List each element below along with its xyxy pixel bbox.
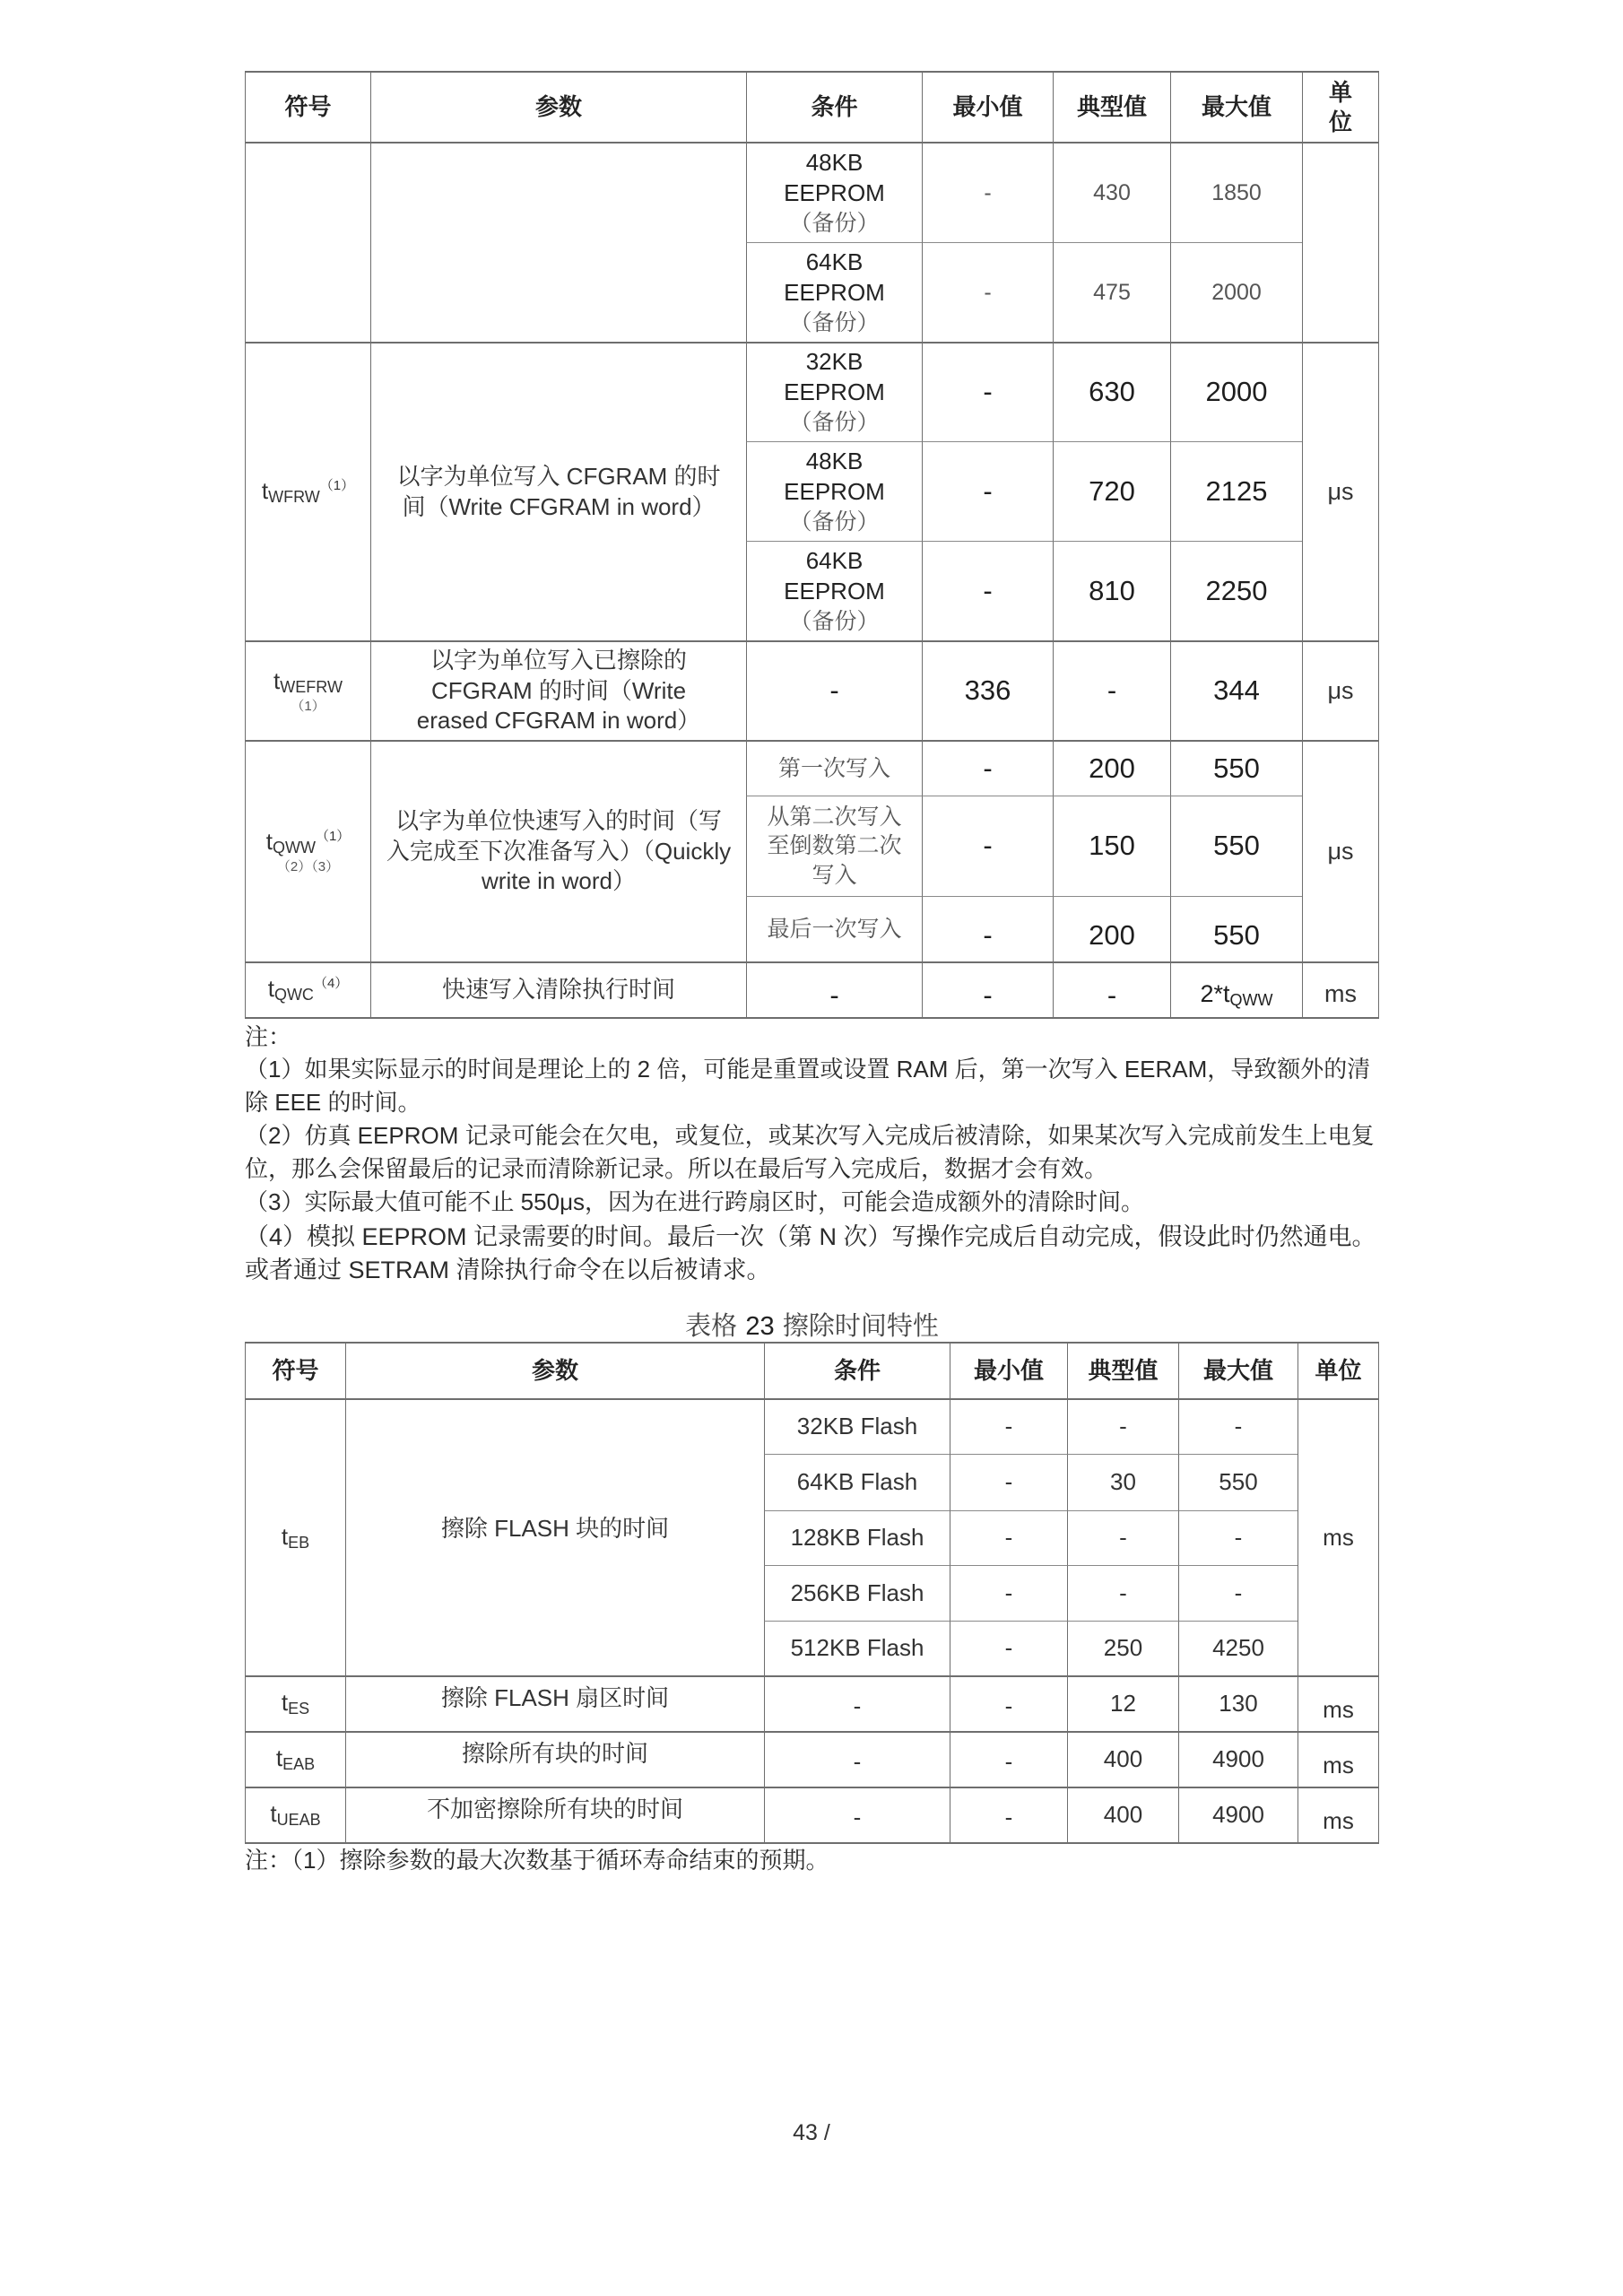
- cond-size: 32KB: [805, 348, 864, 376]
- cond-cell: [746, 441, 922, 541]
- cont-symbol-cell: [245, 142, 370, 342]
- param-cell: 擦除所有块的时间: [345, 1731, 764, 1787]
- cond-mem: EEPROM: [784, 378, 885, 406]
- header-max: 最大值: [1170, 73, 1302, 142]
- cond-cell: 第一次写入: [746, 740, 922, 796]
- param-tqwc: 快速写入清除执行时间: [370, 961, 746, 1017]
- min-cell: -: [922, 896, 1053, 961]
- symbol-note-refs: （2）（3）: [276, 859, 340, 875]
- header-typ: 典型值: [1053, 73, 1170, 142]
- header-param: 参数: [370, 73, 746, 142]
- max-cell: -: [1178, 1510, 1298, 1565]
- cond-cell: 128KB Flash: [764, 1510, 950, 1565]
- cond-cell: -: [764, 1675, 950, 1731]
- unit-cell: ms: [1298, 1787, 1379, 1842]
- min-cell: -: [950, 1510, 1067, 1565]
- header-typ: 典型值: [1067, 1344, 1178, 1398]
- cond-cell: -: [764, 1731, 950, 1787]
- unit-cell: ms: [1298, 1675, 1379, 1731]
- header-max: 最大值: [1178, 1344, 1298, 1398]
- cond-note: （备份）: [789, 309, 880, 335]
- note-item-4: （4）模拟 EEPROM 记录需要的时间。最后一次（第 N 次）写操作完成后自动完成，假设此时仍然通电。或者通过 SETRAM 清除执行命令在以后被请求。: [245, 1223, 1376, 1283]
- symbol-subscript: WEFRW: [280, 678, 343, 697]
- symbol-tqwc: [245, 961, 370, 1017]
- note-item-1: （1）如果实际显示的时间是理论上的 2 倍，可能是重置或设置 RAM 后，第一次写入 EERAM，导致额外的清除 EEE 的时间。: [245, 1056, 1371, 1116]
- cond-mem: EEPROM: [784, 477, 885, 505]
- unit-cell: ms: [1298, 1731, 1379, 1787]
- min-cell: -: [950, 1398, 1067, 1454]
- unit-cell: μs: [1302, 640, 1379, 740]
- symbol-note-ref: （4）: [313, 976, 349, 992]
- symbol-subscript: QWW: [272, 839, 316, 857]
- unit-tqww: μs: [1302, 740, 1379, 961]
- min-cell: -: [950, 1621, 1067, 1675]
- max-cell: 2125: [1170, 441, 1302, 541]
- typ-cell: 150: [1053, 796, 1170, 896]
- cond-cell: -: [746, 640, 922, 740]
- max-cell: 4900: [1178, 1787, 1298, 1842]
- param-twefrw: 以字为单位写入已擦除的CFGRAM 的时间（Write erased CFGRAM in word）: [370, 640, 746, 740]
- typ-cell: 400: [1067, 1787, 1178, 1842]
- caption-title: 擦除时间特性: [782, 1310, 939, 1341]
- symbol-base: t: [261, 476, 269, 504]
- max-cell: -: [1178, 1565, 1298, 1621]
- max-prefix: 2*t: [1200, 979, 1230, 1007]
- cont-unit-cell: [1302, 142, 1379, 342]
- cond-cell: 512KB Flash: [764, 1621, 950, 1675]
- max-cell: 2000: [1170, 242, 1302, 342]
- typ-cell: -: [1067, 1398, 1178, 1454]
- unit-twfrw: μs: [1302, 342, 1379, 640]
- min-cell: -: [922, 961, 1053, 1017]
- symbol-subscript: WFRW: [268, 487, 320, 506]
- cont-param-cell: [370, 142, 746, 342]
- max-cell: 550: [1178, 1454, 1298, 1510]
- typ-cell: 30: [1067, 1454, 1178, 1510]
- max-cell: 4250: [1178, 1621, 1298, 1675]
- max-cell: [1170, 961, 1302, 1017]
- typ-cell: 400: [1067, 1731, 1178, 1787]
- symbol-note-ref: （1）: [319, 477, 355, 493]
- max-cell: 550: [1170, 896, 1302, 961]
- cond-cell: [746, 142, 922, 242]
- symbol-subscript: QWC: [273, 986, 314, 1004]
- symbol-base: t: [270, 1800, 277, 1828]
- symbol-twefrw: [245, 640, 370, 740]
- cond-size: 64KB: [805, 248, 864, 275]
- header-symbol: 符号: [245, 1344, 345, 1398]
- header-min: 最小值: [922, 73, 1053, 142]
- min-cell: -: [922, 342, 1053, 441]
- max-subscript: QWW: [1229, 990, 1273, 1009]
- symbol-note-ref: （1）: [315, 829, 351, 845]
- min-cell: -: [950, 1731, 1067, 1787]
- header-symbol: 符号: [245, 73, 370, 142]
- symbol-subscript: EAB: [282, 1755, 316, 1774]
- symbol-teab: [245, 1731, 345, 1787]
- param-tqww: 以字为单位快速写入的时间（写入完成至下次准备写入）（Quickly write in word）: [370, 740, 746, 961]
- typ-cell: -: [1053, 640, 1170, 740]
- max-cell: 130: [1178, 1675, 1298, 1731]
- typ-cell: -: [1053, 961, 1170, 1017]
- symbol-subscript: ES: [288, 1700, 310, 1718]
- header-unit-line1: 单: [1328, 79, 1352, 106]
- min-cell: -: [922, 740, 1053, 796]
- cond-mem: EEPROM: [784, 577, 885, 604]
- min-cell: -: [922, 142, 1053, 242]
- min-cell: -: [950, 1565, 1067, 1621]
- cond-cell: [746, 541, 922, 640]
- min-cell: -: [922, 441, 1053, 541]
- note-item-2: （2）仿真 EEPROM 记录可能会在欠电，或复位，或某次写入完成后被清除，如果某次写入完成前发生上电复位，那么会保留最后的记录而清除新记录。所以在最后写入完成后，数据才会有效。: [245, 1122, 1375, 1182]
- cond-cell: [746, 342, 922, 441]
- min-cell: -: [950, 1675, 1067, 1731]
- min-cell: -: [922, 242, 1053, 342]
- cond-note: （备份）: [789, 210, 880, 236]
- symbol-note-ref: （1）: [291, 699, 325, 715]
- typ-cell: 200: [1053, 740, 1170, 796]
- header-min: 最小值: [950, 1344, 1067, 1398]
- cond-cell: 最后一次写入: [746, 896, 922, 961]
- min-cell: -: [922, 541, 1053, 640]
- header-cond: 条件: [764, 1344, 950, 1398]
- table-caption: [245, 1306, 1379, 1343]
- max-cell: 344: [1170, 640, 1302, 740]
- param-cell: 不加密擦除所有块的时间: [345, 1787, 764, 1842]
- symbol-subscript: EB: [288, 1533, 310, 1552]
- header-param: 参数: [345, 1344, 764, 1398]
- table-erase-timing: [245, 1342, 1379, 1844]
- typ-cell: -: [1067, 1510, 1178, 1565]
- min-cell: -: [950, 1787, 1067, 1842]
- symbol-base: t: [281, 1522, 289, 1550]
- max-cell: 2250: [1170, 541, 1302, 640]
- cond-size: 48KB: [805, 447, 864, 474]
- min-cell: -: [922, 796, 1053, 896]
- typ-cell: 12: [1067, 1675, 1178, 1731]
- cond-cell: 从第二次写入至倒数第二次写入: [746, 796, 922, 896]
- symbol-twfrw: [245, 342, 370, 640]
- cond-cell: -: [764, 1787, 950, 1842]
- page-number: 43 /: [793, 2120, 830, 2145]
- cond-note: （备份）: [789, 509, 880, 535]
- symbol-teb: [245, 1398, 345, 1675]
- cond-cell: 32KB Flash: [764, 1398, 950, 1454]
- symbol-base: t: [267, 975, 274, 1003]
- typ-cell: 430: [1053, 142, 1170, 242]
- typ-cell: 720: [1053, 441, 1170, 541]
- cond-mem: EEPROM: [784, 278, 885, 306]
- min-cell: 336: [922, 640, 1053, 740]
- typ-cell: 630: [1053, 342, 1170, 441]
- note-item-3: （3）实际最大值可能不止 550μs，因为在进行跨扇区时，可能会造成额外的清除时间。: [245, 1188, 1145, 1215]
- param-teb: 擦除 FLASH 块的时间: [345, 1398, 764, 1675]
- caption-prefix: 表格: [685, 1310, 738, 1341]
- max-cell: -: [1178, 1398, 1298, 1454]
- cond-note: （备份）: [789, 608, 880, 634]
- cond-cell: -: [746, 961, 922, 1017]
- max-cell: 2000: [1170, 342, 1302, 441]
- cond-note: （备份）: [789, 410, 880, 436]
- symbol-tes: [245, 1675, 345, 1731]
- typ-cell: 810: [1053, 541, 1170, 640]
- cond-size: 48KB: [805, 148, 864, 176]
- max-cell: 550: [1170, 740, 1302, 796]
- unit-teb: ms: [1298, 1398, 1379, 1675]
- typ-cell: 200: [1053, 896, 1170, 961]
- cond-cell: 256KB Flash: [764, 1565, 950, 1621]
- header-unit-line2: 位: [1328, 108, 1352, 135]
- erase-note: 注：（1）擦除参数的最大次数基于循环寿命结束的预期。: [245, 1847, 829, 1874]
- cond-cell: 64KB Flash: [764, 1454, 950, 1510]
- typ-cell: 250: [1067, 1621, 1178, 1675]
- symbol-base: t: [273, 667, 281, 695]
- max-cell: 550: [1170, 796, 1302, 896]
- symbol-base: t: [281, 1689, 289, 1717]
- param-twfrw: 以字为单位写入 CFGRAM 的时间（Write CFGRAM in word）: [370, 342, 746, 640]
- symbol-base: t: [275, 1744, 283, 1772]
- unit-cell: ms: [1302, 961, 1379, 1017]
- caption-number: 23: [745, 1312, 775, 1341]
- typ-cell: -: [1067, 1565, 1178, 1621]
- typ-cell: 475: [1053, 242, 1170, 342]
- cond-mem: EEPROM: [784, 178, 885, 206]
- header-unit: 单位: [1298, 1344, 1379, 1398]
- header-unit: [1302, 73, 1379, 142]
- symbol-tqww: [245, 740, 370, 961]
- symbol-base: t: [265, 828, 273, 856]
- symbol-subscript: UEAB: [276, 1811, 321, 1830]
- notes-title: 注：: [245, 1023, 292, 1050]
- param-cell: 擦除 FLASH 扇区时间: [345, 1675, 764, 1731]
- max-cell: 1850: [1170, 142, 1302, 242]
- min-cell: -: [950, 1454, 1067, 1510]
- table-flash-write-timing: [245, 71, 1379, 1019]
- max-cell: 4900: [1178, 1731, 1298, 1787]
- cond-cell: [746, 242, 922, 342]
- header-cond: 条件: [746, 73, 922, 142]
- symbol-tueab: [245, 1787, 345, 1842]
- cond-size: 64KB: [805, 546, 864, 574]
